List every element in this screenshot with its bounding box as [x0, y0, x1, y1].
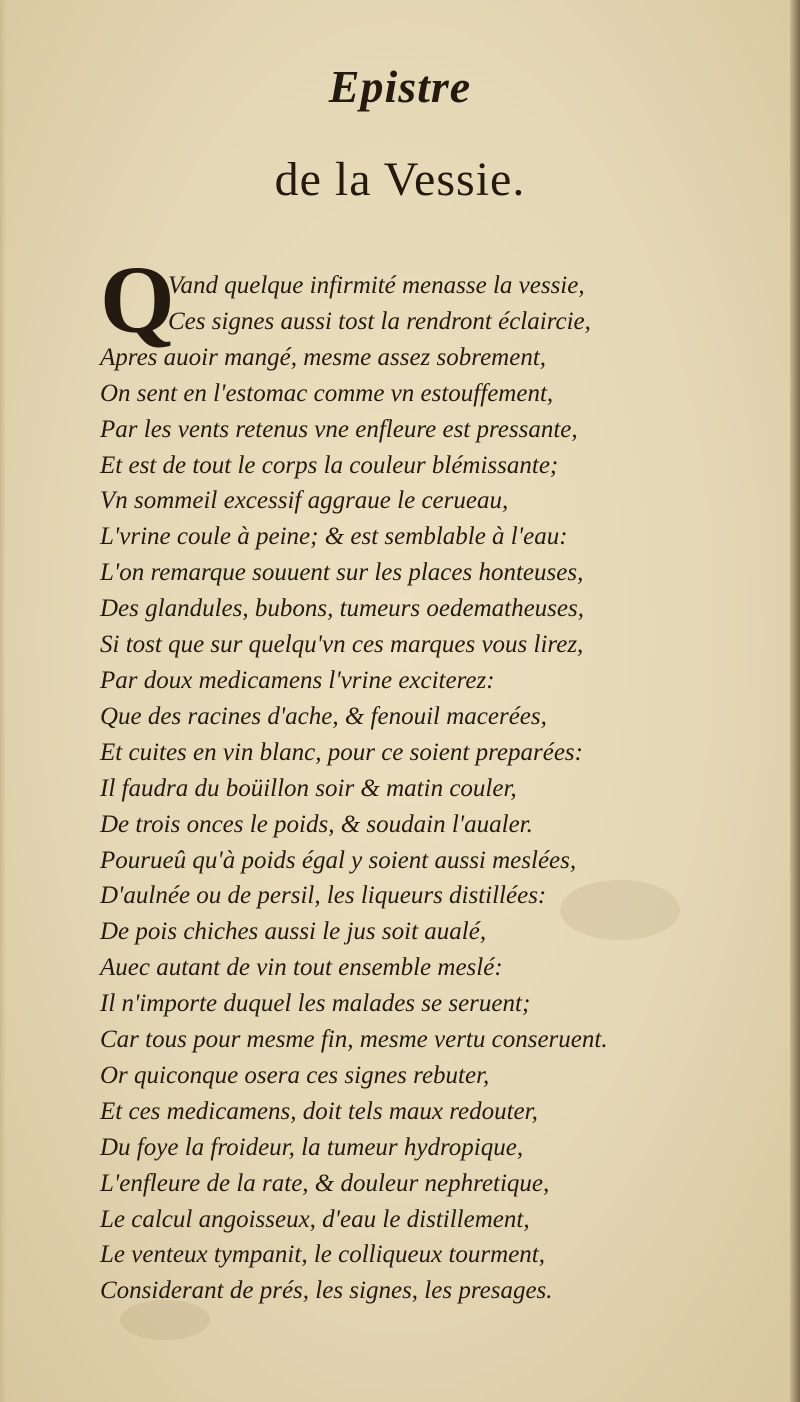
poem-line: Et cuites en vin blanc, pour ce soient preparées: [100, 738, 583, 766]
poem-line: Que des racines d'ache, & fenouil macerées, [100, 702, 547, 730]
running-head: Epistre [328, 61, 472, 112]
poem-line: Et ces medicamens, doit tels maux redouter, [100, 1097, 538, 1125]
poem-line: Vand quelque infirmité menasse la vessie, [168, 272, 585, 299]
poem-line: Il n'importe duquel les malades se seruent; [100, 990, 531, 1018]
poem-line: Si tost que sur quelqu'vn ces marques vous lirez, [100, 631, 584, 659]
poem-body [100, 268, 700, 1309]
poem-line: De pois chiches aussi le jus soit aualé, [100, 918, 487, 946]
poem-line: Des glandules, bubons, tumeurs oedematheuses, [100, 595, 584, 623]
poem-line: Considerant de prés, les signes, les presages. [100, 1277, 553, 1305]
poem-line: Apres auoir mangé, mesme assez sobrement, [100, 343, 547, 371]
poem-line: L'enfleure de la rate, & douleur nephretique, [100, 1169, 550, 1197]
poem-line: D'aulnée ou de persil, les liqueurs distillées: [100, 882, 547, 910]
poem-line: Du foye la froideur, la tumeur hydropique, [100, 1133, 524, 1161]
poem-line: Il faudra du boüillon soir & matin couler, [100, 774, 517, 802]
poem-line: Le venteux tympanit, le colliqueux tourment, [100, 1241, 546, 1269]
poem-line: Car tous pour mesme fin, mesme vertu conseruent. [100, 1026, 608, 1054]
poem-line: On sent en l'estomac comme vn estouffement, [100, 379, 554, 407]
page-edge-left [0, 0, 6, 1402]
poem-line: Et est de tout le corps la couleur blémissante; [100, 451, 559, 479]
poem-line: Or quiconque osera ces signes rebuter, [100, 1061, 490, 1089]
poem-line: Ces signes aussi tost la rendront éclaircie, [168, 307, 591, 335]
page-title: de la Vessie. [274, 153, 526, 206]
poem-line: De trois onces le poids, & soudain l'aualer. [100, 810, 533, 838]
poem-line: L'vrine coule à peine; & est semblable à l'eau: [100, 523, 568, 551]
drop-cap: Q [100, 246, 175, 353]
page-edge-right [790, 0, 800, 1402]
poem-line: Pourueû qu'à poids égal y soient aussi meslées, [100, 846, 577, 874]
poem-line: Le calcul angoisseux, d'eau le distillement, [100, 1205, 530, 1233]
poem-line: L'on remarque souuent sur les places honteuses, [100, 559, 584, 587]
poem-line: Vn sommeil excessif aggraue le cerueau, [100, 487, 509, 515]
poem-line: Auec autant de vin tout ensemble meslé: [100, 954, 503, 982]
poem-line: Par doux medicamens l'vrine exciterez: [100, 666, 495, 694]
poem-line: Par les vents retenus vne enfleure est pressante, [100, 415, 578, 443]
